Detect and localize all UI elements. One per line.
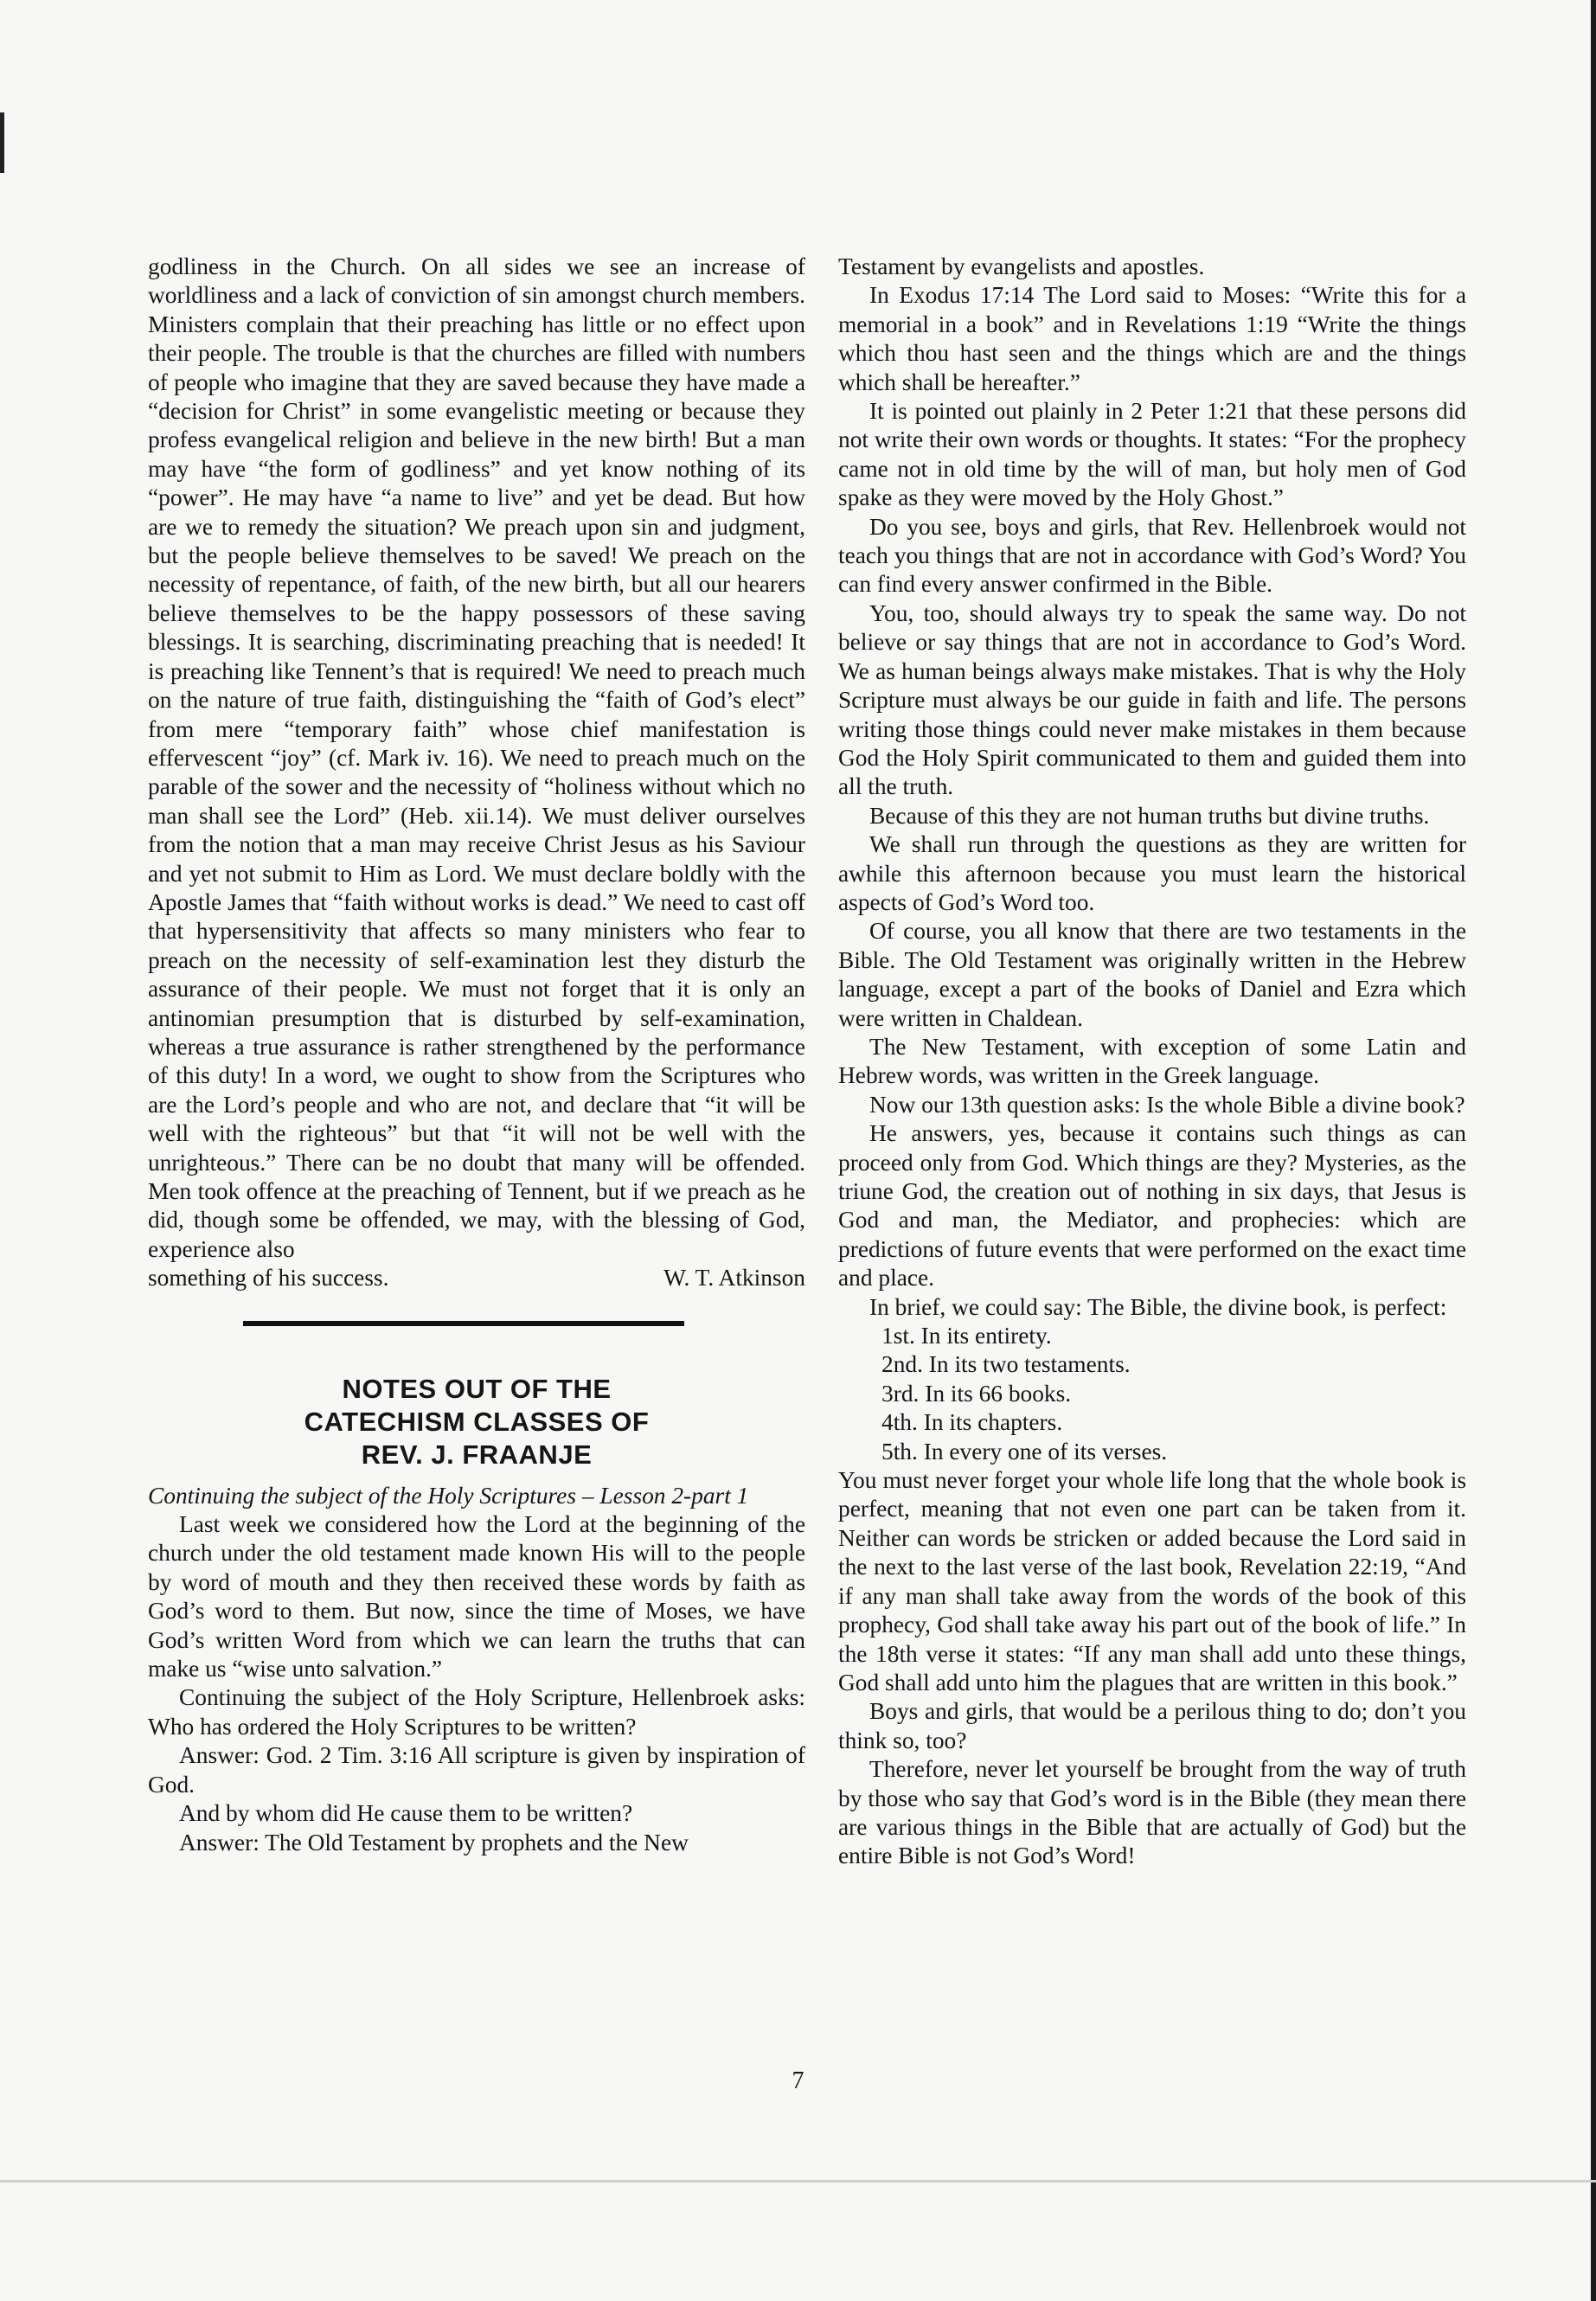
body-paragraph: Last week we considered how the Lord at the beginning of the church under the old testament made known His will to the people by word of mouth and they then received these words by faith as God’s word to them. But now, since the time of Moses, we have God’s written Word from which we can learn the truths that can make us “wise unto salvation.” xyxy=(148,1511,805,1682)
scan-edge-left xyxy=(0,112,4,173)
body-paragraph: He answers, yes, because it contains such things as can proceed only from God. Which things are they? Mysteries, as the triune God, the creation out of nothing in six days, that Jesus is God and man, the Mediator, and prophecies: which are predictions of future events that were performed on the exact time and place. xyxy=(838,1120,1466,1292)
body-paragraph: Answer: God. 2 Tim. 3:16 All scripture is given by inspiration of God. xyxy=(148,1742,805,1798)
body-paragraph: It is pointed out plainly in 2 Peter 1:21 that these persons did not write their own words or thoughts. It states: “For the prophecy came not in old time by the will of man, but holy men of God spake as they were moved by the Holy Ghost.” xyxy=(838,398,1466,511)
body-paragraph: Continuing the subject of the Holy Scripture, Hellenbroek asks: Who has ordered the Holy Scriptures to be written? xyxy=(148,1684,805,1740)
heading-line: REV. J. FRAANJE xyxy=(361,1439,593,1470)
body-paragraph: Do you see, boys and girls, that Rev. Hellenbroek would not teach you things that are not in accordance with God’s Word? You can find every answer confirmed in the Bible. xyxy=(838,513,1466,598)
list-item: 2nd. In its two testaments. xyxy=(881,1351,1131,1378)
list-item: 4th. In its chapters. xyxy=(881,1409,1063,1436)
body-paragraph: Boys and girls, that would be a perilous thing to do; don’t you think so, too? xyxy=(838,1698,1466,1753)
closing-text: something of his success. xyxy=(148,1265,389,1292)
body-paragraph: We shall run through the questions as they are written for awhile this afternoon because you must learn the historical aspects of God’s Word too. xyxy=(838,831,1466,915)
list-item: 3rd. In its 66 books. xyxy=(881,1380,1072,1407)
body-paragraph: In brief, we could say: The Bible, the divine book, is perfect: xyxy=(869,1293,1447,1320)
list-item: 5th. In every one of its verses. xyxy=(881,1438,1168,1465)
heading-line: NOTES OUT OF THE xyxy=(342,1373,612,1404)
scan-bottom-line xyxy=(0,2180,1596,2182)
right-column xyxy=(838,253,1466,1871)
body-paragraph: Of course, you all know that there are two testaments in the Bible. The Old Testament was originally written in the Hebrew language, except a part of the books of Daniel and Ezra which were written in Chaldean. xyxy=(838,918,1466,1031)
body-paragraph: Testament by evangelists and apostles. xyxy=(838,253,1205,279)
lesson-subtitle: Continuing the subject of the Holy Scriptures – Lesson 2-part 1 xyxy=(148,1482,749,1509)
scan-edge-right xyxy=(1591,0,1596,2301)
author-signature: W. T. Atkinson xyxy=(663,1265,805,1292)
body-paragraph: And by whom did He cause them to be written? xyxy=(179,1800,633,1827)
body-paragraph: Now our 13th question asks: Is the whole Bible a divine book? xyxy=(869,1091,1465,1118)
heading-line: CATECHISM CLASSES OF xyxy=(304,1406,650,1437)
page-number: 7 xyxy=(792,2067,804,2094)
body-paragraph: In Exodus 17:14 The Lord said to Moses: “Write this for a memorial in a book” and in Revelations 1:19 “Write the things which thou hast seen and the things which are and the things which shall be hereafter.” xyxy=(838,282,1466,395)
article-continuation: godliness in the Church. On all sides we see an increase of worldliness and a lack of conviction of sin amongst church members. Ministers complain that their preaching has little or no effect upon their people. The trouble is that the churches are filled with numbers of people who imagine that they are saved because they have made a “decision for Christ” in some evangelistic meeting or because they profess evangelical religion and believe in the new birth! But a man may have “the form of godliness” and yet know nothing of its “power”. He may have “a name to live” and yet be dead. But how are we to remedy the situation? We preach upon sin and judgment, but the people believe themselves to be saved! We preach on the necessity of repentance, of faith, of the new birth, but all our hearers believe themselves to be the happy possessors of these saving blessings. It is searching, discriminating preaching that is needed! It is preaching like Tennent’s that is required! We need to preach much on the nature of true faith, distinguishing the “faith of God’s elect” from mere “temporary faith” whose chief manifestation is effervescent “joy” (cf. Mark iv. 16). We need to preach much on the parable of the sower and the necessity of “holiness without which no man shall see the Lord” (Heb. xii.14). We must deliver ourselves from the notion that a man may receive Christ Jesus as his Saviour and yet not submit to Him as Lord. We must declare boldly with the Apostle James that “faith without works is dead.” We need to cast off that hypersensitivity that affects so many ministers who fear to preach on the necessity of self-examination lest they disturb the assurance of their people. We must not forget that it is only an antinomian presumption that is disturbed by self-examination, whereas a true assurance is rather strengthened by the performance of this duty! In a word, we ought to show from the Scriptures who are the Lord’s people and who are not, and declare that “it will be well with the righteous” but that “it will not be well with the unrighteous.” There can be no doubt that many will be offended. Men took offence at the preaching of Tennent, but if we preach as he did, though some be offended, we may, with the blessing of God, experience also xyxy=(148,253,805,1262)
body-paragraph: You, too, should always try to speak the same way. Do not believe or say things that are not in accordance to God’s Word. We as human beings always make mistakes. That is why the Holy Scripture must always be our guide in faith and life. The persons writing those things could never make mistakes in them because God the Holy Spirit communicated to them and guided them into all the truth. xyxy=(838,599,1466,800)
body-paragraph: Therefore, never let yourself be brought from the way of truth by those who say that God’s word is in the Bible (they mean there are various things in the Bible that are actually of God) but the entire Bible is not God’s Word! xyxy=(838,1756,1466,1869)
section-heading xyxy=(148,1373,805,1471)
body-paragraph: Because of this they are not human truths but divine truths. xyxy=(869,802,1430,829)
closing-line xyxy=(148,1264,805,1292)
body-paragraph: Answer: The Old Testament by prophets and the New xyxy=(179,1829,689,1856)
body-paragraph: The New Testament, with exception of some Latin and Hebrew words, was written in the Greek language. xyxy=(838,1033,1466,1089)
section-divider xyxy=(243,1321,684,1326)
body-paragraph: You must never forget your whole life long that the whole book is perfect, meaning that not even one part can be taken from it. Neither can words be stricken or added because the Lord said in the next to the last verse of the last book, Revelation 22:19, “And if any man shall take away from the words of the book of this prophecy, God shall take away his part out of the book of life.” In the 18th verse it states: “If any man shall add unto these things, God shall add unto him the plagues that are written in this book.” xyxy=(838,1467,1466,1695)
left-column xyxy=(148,253,805,1857)
list-item: 1st. In its entirety. xyxy=(881,1323,1052,1349)
